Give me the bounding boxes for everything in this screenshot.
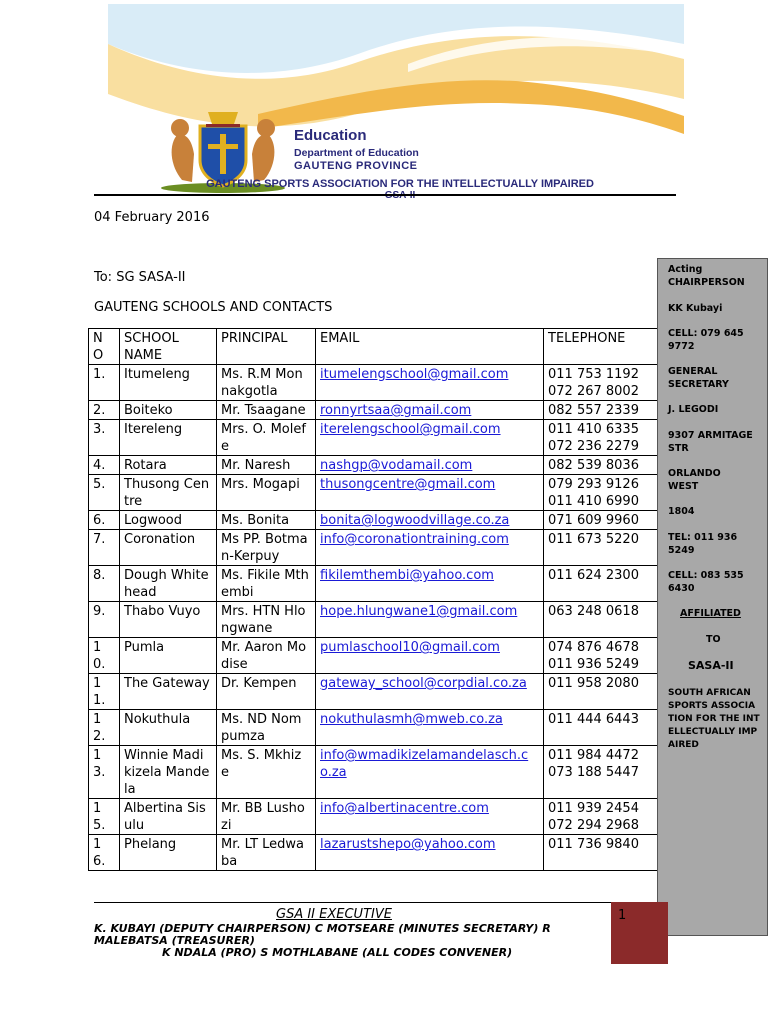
table-row — [89, 674, 658, 710]
principal-cell: Ms PP. Botman-Kerpuy — [217, 530, 316, 566]
telephone-cell — [544, 401, 658, 420]
email-link[interactable]: itumelengschool@gmail.com — [320, 367, 509, 382]
footer-members-line2: MALEBATSA (TREASURER) — [94, 934, 255, 947]
letterhead-department: Department of Education — [294, 147, 419, 159]
email-cell — [316, 530, 544, 566]
row-number: 10. — [89, 638, 120, 674]
sidebar-cell-secretary: CELL: 083 535 6430 — [668, 570, 744, 594]
school-name-cell: Nokuthula — [120, 710, 217, 746]
sidebar-org: SASA-II — [688, 659, 734, 672]
email-cell — [316, 674, 544, 710]
principal-cell: Mr. Tsaagane — [217, 401, 316, 420]
row-number: 1. — [89, 365, 120, 401]
table-row — [89, 799, 658, 835]
telephone-cell — [544, 835, 658, 871]
school-name-cell: Winnie Madikizela Mandela — [120, 746, 217, 799]
telephone-cell — [544, 511, 658, 530]
header-telephone: TELEPHONE — [544, 329, 658, 365]
row-number: 11. — [89, 674, 120, 710]
telephone-cell — [544, 710, 658, 746]
email-cell — [316, 602, 544, 638]
row-number: 8. — [89, 566, 120, 602]
email-link[interactable]: nashgp@vodamail.com — [320, 458, 473, 473]
school-name-cell: Phelang — [120, 835, 217, 871]
email-link[interactable]: thusongcentre@gmail.com — [320, 477, 496, 492]
telephone-numbers: 011 624 2300 — [548, 568, 639, 583]
principal-cell: Ms. ND Nompumza — [217, 710, 316, 746]
sidebar-cell-chairperson: CELL: 079 645 9772 — [668, 328, 744, 352]
row-number: 6. — [89, 511, 120, 530]
email-cell — [316, 401, 544, 420]
email-cell — [316, 475, 544, 511]
email-cell — [316, 456, 544, 475]
email-link[interactable]: fikilemthembi@yahoo.com — [320, 568, 494, 583]
table-row — [89, 530, 658, 566]
row-number: 3. — [89, 420, 120, 456]
telephone-numbers: 082 539 8036 — [548, 458, 639, 473]
telephone-numbers: 011 444 6443 — [548, 712, 639, 727]
table-row — [89, 835, 658, 871]
telephone-cell — [544, 674, 658, 710]
telephone-cell — [544, 456, 658, 475]
school-name-cell: Rotara — [120, 456, 217, 475]
principal-cell: Ms. S. Mkhize — [217, 746, 316, 799]
row-number: 7. — [89, 530, 120, 566]
email-link[interactable]: info@wmadikizelamandelasch.co.za — [320, 748, 529, 780]
table-row — [89, 566, 658, 602]
table-row — [89, 511, 658, 530]
principal-cell: Mr. Aaron Modise — [217, 638, 316, 674]
row-number: 5. — [89, 475, 120, 511]
principal-cell: Mr. LT Ledwaba — [217, 835, 316, 871]
sidebar-address-suburb: ORLANDO WEST — [668, 468, 721, 492]
table-row — [89, 365, 658, 401]
telephone-cell — [544, 602, 658, 638]
table-row — [89, 638, 658, 674]
email-link[interactable]: nokuthulasmh@mweb.co.za — [320, 712, 503, 727]
principal-cell: Ms. R.M Monnakgotla — [217, 365, 316, 401]
school-name-cell: Albertina Sisulu — [120, 799, 217, 835]
email-cell — [316, 746, 544, 799]
page-number: 1 — [618, 908, 627, 923]
sidebar-postcode: 1804 — [668, 506, 695, 517]
footer-title: GSA II EXECUTIVE — [276, 907, 392, 922]
email-link[interactable]: lazarustshepo@yahoo.com — [320, 837, 496, 852]
row-number: 4. — [89, 456, 120, 475]
school-name-cell: Dough Whitehead — [120, 566, 217, 602]
email-link[interactable]: hope.hlungwane1@gmail.com — [320, 604, 518, 619]
email-link[interactable]: info@albertinacentre.com — [320, 801, 489, 816]
email-cell — [316, 835, 544, 871]
footer-members-line3: K NDALA (PRO) S MOTHLABANE (ALL CODES CONVENER) — [162, 946, 513, 959]
header-no: N O — [89, 329, 120, 365]
letterhead-divider — [94, 194, 676, 196]
row-number: 15. — [89, 799, 120, 835]
school-name-cell: The Gateway — [120, 674, 217, 710]
header-school-name: SCHOOL NAME — [120, 329, 217, 365]
telephone-cell — [544, 475, 658, 511]
telephone-numbers: 082 557 2339 — [548, 403, 639, 418]
email-link[interactable]: pumlaschool10@gmail.com — [320, 640, 500, 655]
telephone-numbers: 011 410 6335 072 236 2279 — [548, 422, 639, 454]
row-number: 2. — [89, 401, 120, 420]
sidebar-role-secretary: GENERAL SECRETARY — [668, 366, 729, 390]
row-number: 9. — [89, 602, 120, 638]
footer-divider — [94, 902, 611, 903]
email-link[interactable]: gateway_school@corpdial.co.za — [320, 676, 527, 691]
sidebar-name-secretary: J. LEGODI — [668, 404, 719, 415]
school-name-cell: Thabo Vuyo — [120, 602, 217, 638]
letter-date: 04 February 2016 — [94, 210, 210, 225]
schools-contacts-table — [88, 328, 658, 871]
school-name-cell: Coronation — [120, 530, 217, 566]
school-name-cell: Boiteko — [120, 401, 217, 420]
sidebar-address-street: 9307 ARMITAGE STR — [668, 430, 753, 454]
row-number: 16. — [89, 835, 120, 871]
letterhead-association: GAUTENG SPORTS ASSOCIATION FOR THE INTELLECTUALLY IMPAIRED — [206, 178, 594, 190]
table-row — [89, 475, 658, 511]
telephone-numbers: 063 248 0618 — [548, 604, 639, 619]
table-row — [89, 602, 658, 638]
principal-cell: Ms. Fikile Mthembi — [217, 566, 316, 602]
contact-sidebar — [657, 258, 768, 936]
row-number: 13. — [89, 746, 120, 799]
table-row — [89, 420, 658, 456]
table-row — [89, 401, 658, 420]
letterhead-province: GAUTENG PROVINCE — [294, 160, 418, 172]
telephone-numbers: 011 673 5220 — [548, 532, 639, 547]
principal-cell: Mrs. HTN Hlongwane — [217, 602, 316, 638]
header-principal: PRINCIPAL — [217, 329, 316, 365]
email-link[interactable]: ronnyrtsaa@gmail.com — [320, 403, 472, 418]
telephone-numbers: 011 736 9840 — [548, 837, 639, 852]
telephone-numbers: 074 876 4678 011 936 5249 — [548, 640, 639, 672]
email-link[interactable]: bonita@logwoodvillage.co.za — [320, 513, 510, 528]
table-row — [89, 710, 658, 746]
document-heading: GAUTENG SCHOOLS AND CONTACTS — [94, 300, 333, 315]
telephone-cell — [544, 420, 658, 456]
telephone-numbers: 071 609 9960 — [548, 513, 639, 528]
principal-cell: Ms. Bonita — [217, 511, 316, 530]
principal-cell: Mr. Naresh — [217, 456, 316, 475]
email-cell — [316, 710, 544, 746]
principal-cell: Mr. BB Lushozi — [217, 799, 316, 835]
school-name-cell: Itumeleng — [120, 365, 217, 401]
sidebar-name-chairperson: KK Kubayi — [668, 303, 723, 314]
school-name-cell: Thusong Centre — [120, 475, 217, 511]
principal-cell: Mrs. Mogapi — [217, 475, 316, 511]
table-header-row — [89, 329, 658, 365]
principal-cell: Mrs. O. Molefe — [217, 420, 316, 456]
telephone-numbers: 079 293 9126 011 410 6990 — [548, 477, 639, 509]
school-name-cell: Logwood — [120, 511, 217, 530]
email-cell — [316, 365, 544, 401]
sidebar-telephone: TEL: 011 936 5249 — [668, 532, 738, 556]
school-name-cell: Pumla — [120, 638, 217, 674]
footer-members-line1: K. KUBAYI (DEPUTY CHAIRPERSON) C MOTSEARE (MINUTES SECRETARY) R — [94, 922, 551, 935]
telephone-numbers: 011 984 4472 073 188 5447 — [548, 748, 639, 780]
email-cell — [316, 799, 544, 835]
telephone-cell — [544, 566, 658, 602]
email-link[interactable]: info@coronationtraining.com — [320, 532, 509, 547]
letterhead-title: Education — [294, 127, 367, 144]
sidebar-affiliated: AFFILIATED — [680, 608, 741, 619]
email-cell — [316, 511, 544, 530]
sidebar-org-full: SOUTH AFRICAN SPORTS ASSOCIATION FOR THE INTELLECTUALLY IMPAIRED — [668, 688, 760, 750]
email-cell — [316, 566, 544, 602]
telephone-cell — [544, 530, 658, 566]
addressee-line: To: SG SASA-II — [94, 270, 186, 285]
telephone-numbers: 011 753 1192 072 267 8002 — [548, 367, 639, 399]
table-row — [89, 456, 658, 475]
school-name-cell: Itereleng — [120, 420, 217, 456]
table-row — [89, 746, 658, 799]
telephone-cell — [544, 365, 658, 401]
letterhead — [108, 4, 684, 200]
email-link[interactable]: iterelengschool@gmail.com — [320, 422, 501, 437]
email-cell — [316, 638, 544, 674]
header-email: EMAIL — [316, 329, 544, 365]
sidebar-to: TO — [706, 634, 721, 645]
email-cell — [316, 420, 544, 456]
row-number: 12. — [89, 710, 120, 746]
telephone-cell — [544, 638, 658, 674]
telephone-cell — [544, 746, 658, 799]
telephone-numbers: 011 958 2080 — [548, 676, 639, 691]
sidebar-role-chairperson: Acting CHAIRPERSON — [668, 264, 745, 288]
principal-cell: Dr. Kempen — [217, 674, 316, 710]
telephone-numbers: 011 939 2454 072 294 2968 — [548, 801, 639, 833]
telephone-cell — [544, 799, 658, 835]
